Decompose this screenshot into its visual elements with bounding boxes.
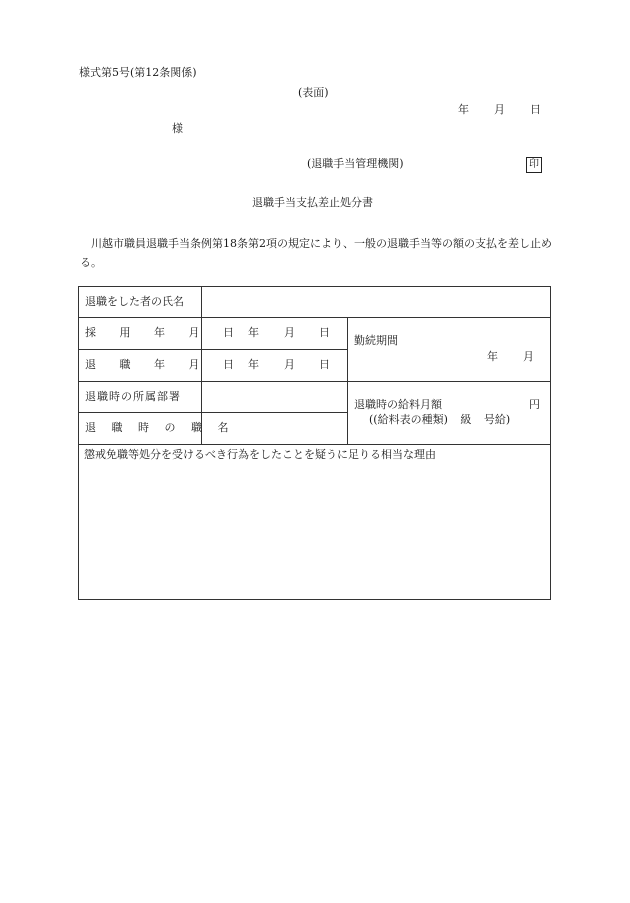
date-month-label: 月 bbox=[494, 103, 505, 116]
hire-date-label: 採 用 年 月 日 bbox=[85, 326, 244, 339]
service-month-label: 月 bbox=[523, 350, 534, 363]
table-row-divider bbox=[78, 412, 347, 413]
issuer-label: (退職手当管理機関) bbox=[307, 157, 404, 170]
department-field[interactable] bbox=[204, 385, 344, 409]
name-label: 退職をした者の氏名 bbox=[85, 295, 184, 308]
date-day-label: 日 bbox=[530, 103, 541, 116]
hire-day-label: 日 bbox=[319, 326, 330, 339]
body-paragraph: 川越市職員退職手当条例第18条第2項の規定により、一般の退職手当等の額の支払を差し止める。 bbox=[80, 237, 552, 269]
date-year-label: 年 bbox=[458, 103, 469, 116]
salary-label: 退職時の給料月額 bbox=[354, 398, 442, 411]
service-year-label: 年 bbox=[487, 350, 498, 363]
retire-year-label: 年 bbox=[248, 358, 259, 371]
position-field[interactable] bbox=[204, 416, 344, 440]
retire-date-label: 退 職 年 月 日 bbox=[85, 358, 244, 371]
table-row-divider bbox=[78, 444, 551, 445]
addressee-suffix: 様 bbox=[172, 122, 183, 135]
seal-mark: 印 bbox=[526, 157, 542, 173]
salary-grade-label: ((給料表の種類) 級 号給) bbox=[369, 413, 511, 426]
reason-field[interactable] bbox=[82, 466, 547, 596]
retire-month-label: 月 bbox=[284, 358, 295, 371]
hire-year-label: 年 bbox=[248, 326, 259, 339]
department-label: 退職時の所属部署 bbox=[85, 390, 181, 403]
document-title: 退職手当支払差止処分書 bbox=[252, 196, 373, 209]
table-row-divider bbox=[78, 349, 347, 350]
retire-day-label: 日 bbox=[319, 358, 330, 371]
service-period-label: 勤続期間 bbox=[354, 334, 398, 347]
reason-label: 懲戒免職等処分を受けるべき行為をしたことを疑うに足りる相当な理由 bbox=[84, 448, 436, 461]
side-label: (表面) bbox=[298, 86, 329, 99]
hire-month-label: 月 bbox=[284, 326, 295, 339]
position-label: 退 職 時 の 職 名 bbox=[85, 421, 235, 434]
table-column-divider bbox=[347, 317, 348, 444]
table-row-divider bbox=[78, 317, 551, 318]
table-row-divider bbox=[78, 381, 551, 382]
name-field[interactable] bbox=[204, 290, 548, 314]
salary-unit: 円 bbox=[529, 398, 540, 411]
form-number: 様式第5号(第12条関係) bbox=[79, 66, 197, 79]
